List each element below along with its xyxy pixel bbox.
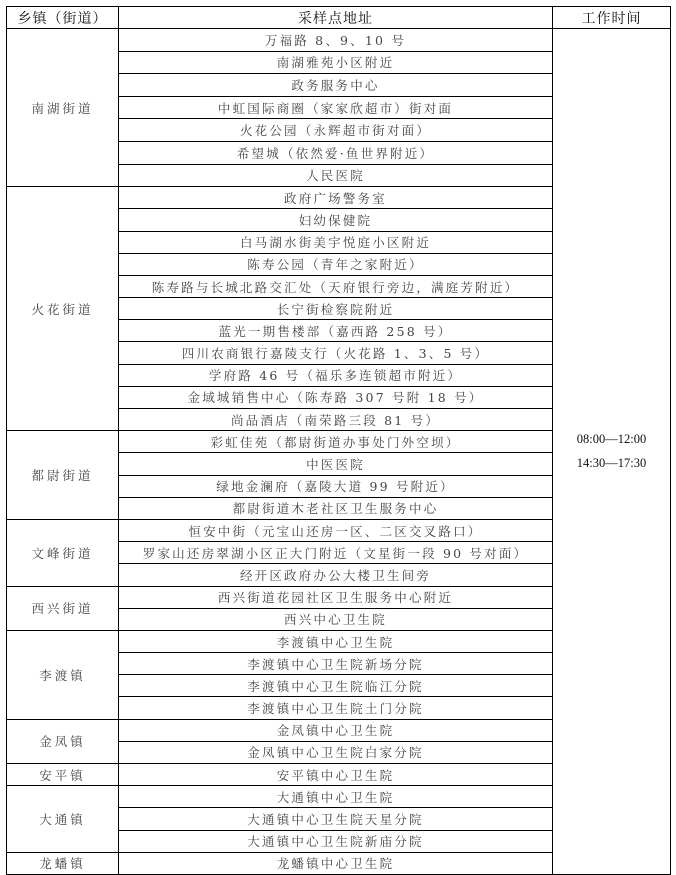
site-cell: 大通镇中心卫生院新庙分院 [119, 830, 553, 852]
work-time-afternoon: 14:30—17:30 [576, 456, 647, 471]
site-cell: 安平镇中心卫生院 [119, 764, 553, 786]
site-cell: 政府广场警务室 [119, 187, 553, 209]
site-cell: 都尉街道木老社区卫生服务中心 [119, 497, 553, 519]
site-cell: 李渡镇中心卫生院土门分院 [119, 697, 553, 719]
site-cell: 蓝光一期售楼部（嘉西路 258 号） [119, 320, 553, 342]
town-cell: 文峰街道 [7, 519, 119, 586]
site-cell: 妇幼保健院 [119, 209, 553, 231]
town-cell: 龙蟠镇 [7, 852, 119, 874]
site-cell: 西兴中心卫生院 [119, 608, 553, 630]
site-cell: 南湖雅苑小区附近 [119, 51, 553, 74]
site-cell: 万福路 8、9、10 号 [119, 29, 553, 52]
site-cell: 政务服务中心 [119, 74, 553, 97]
site-cell: 人民医院 [119, 164, 553, 187]
site-cell: 金凤镇中心卫生院 [119, 719, 553, 741]
header-time: 工作时间 [553, 7, 671, 29]
table-row [7, 29, 671, 52]
town-cell: 安平镇 [7, 764, 119, 786]
site-cell: 金域城销售中心（陈寿路 307 号附 18 号） [119, 386, 553, 408]
site-cell: 四川农商银行嘉陵支行（火花路 1、3、5 号） [119, 342, 553, 364]
site-cell: 龙蟠镇中心卫生院 [119, 852, 553, 874]
header-town: 乡镇（街道） [7, 7, 119, 29]
town-cell: 李渡镇 [7, 630, 119, 719]
site-cell: 彩虹佳苑（都尉街道办事处门外空坝） [119, 431, 553, 453]
site-cell: 绿地金澜府（嘉陵大道 99 号附近） [119, 475, 553, 497]
site-cell: 大通镇中心卫生院天星分院 [119, 808, 553, 830]
site-cell: 李渡镇中心卫生院 [119, 630, 553, 652]
site-cell: 长宁街检察院附近 [119, 298, 553, 320]
site-cell: 金凤镇中心卫生院白家分院 [119, 741, 553, 763]
town-cell: 火花街道 [7, 187, 119, 431]
sampling-sites-table [6, 6, 671, 875]
table-body [7, 29, 671, 875]
site-cell: 大通镇中心卫生院 [119, 786, 553, 808]
site-cell: 白马湖水街美宇悦庭小区附近 [119, 231, 553, 253]
site-cell: 李渡镇中心卫生院临江分院 [119, 675, 553, 697]
site-cell: 恒安中街（元宝山还房一区、二区交叉路口） [119, 519, 553, 541]
work-time-cell [553, 29, 671, 875]
town-cell: 西兴街道 [7, 586, 119, 630]
site-cell: 经开区政府办公大楼卫生间旁 [119, 564, 553, 586]
site-cell: 陈寿公园（青年之家附近） [119, 253, 553, 275]
header-row [7, 7, 671, 29]
town-cell: 大通镇 [7, 786, 119, 853]
site-cell: 李渡镇中心卫生院新场分院 [119, 653, 553, 675]
work-time-morning: 08:00—12:00 [576, 432, 647, 447]
header-site: 采样点地址 [119, 7, 553, 29]
site-cell: 学府路 46 号（福乐多连锁超市附近） [119, 364, 553, 386]
site-cell: 罗家山还房翠湖小区正大门附近（文星街一段 90 号对面） [119, 542, 553, 564]
site-cell: 尚品酒店（南荣路三段 81 号） [119, 409, 553, 431]
site-cell: 中医医院 [119, 453, 553, 475]
site-cell: 希望城（依然爱·鱼世界附近） [119, 141, 553, 164]
town-cell: 南湖街道 [7, 29, 119, 187]
site-cell: 火花公园（永辉超市街对面） [119, 119, 553, 142]
site-cell: 陈寿路与长城北路交汇处（天府银行旁边，满庭芳附近） [119, 275, 553, 297]
town-cell: 金凤镇 [7, 719, 119, 763]
site-cell: 中虹国际商圈（家家欣超市）街对面 [119, 96, 553, 119]
site-cell: 西兴街道花园社区卫生服务中心附近 [119, 586, 553, 608]
town-cell: 都尉街道 [7, 431, 119, 520]
